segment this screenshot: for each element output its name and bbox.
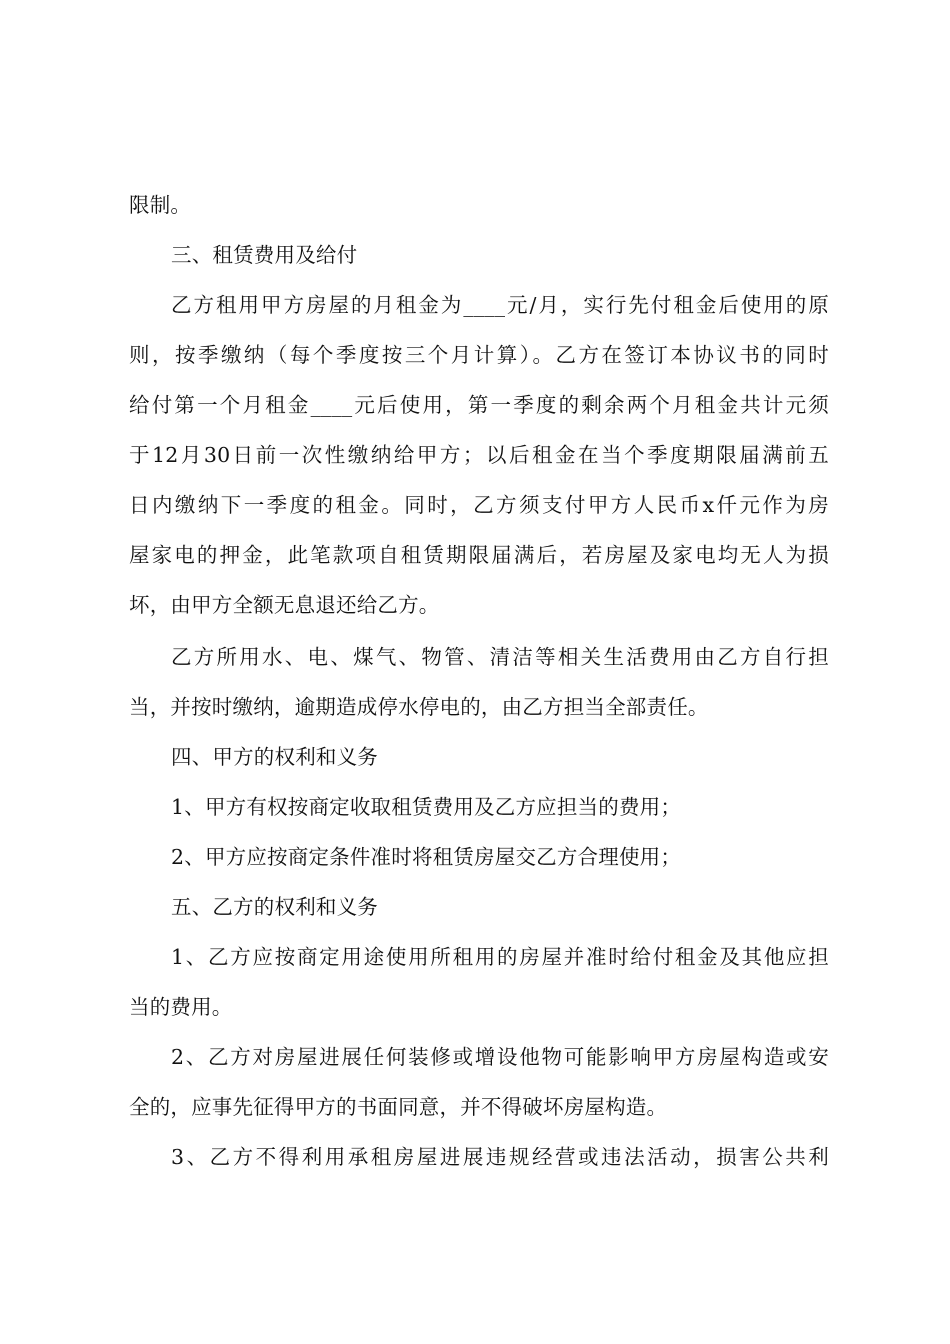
text-line: 当，并按时缴纳，逾期造成停水停电的，由乙方担当全部责任。 (129, 695, 709, 719)
list-item: 3、乙方不得利用承租房屋进展违规经营或违法活动，损害公共利 (171, 1145, 829, 1169)
text-line: 坏，由甲方全额无息退还给乙方。 (129, 593, 440, 617)
text-line: 给付第一个月租金____元后使用，第一季度的剩余两个月租金共计元须 (129, 393, 829, 417)
section-heading: 三、租赁费用及给付 (171, 243, 358, 267)
text-line: 乙方所用水、电、煤气、物管、清洁等相关生活费用由乙方自行担 (171, 645, 829, 669)
list-item: 2、乙方对房屋进展任何装修或增设他物可能影响甲方房屋构造或安 (171, 1045, 829, 1069)
text-line: 于12月30日前一次性缴纳给甲方；以后租金在当个季度期限届满前五 (129, 443, 829, 467)
text-line: 全的，应事先征得甲方的书面同意，并不得破坏房屋构造。 (129, 1095, 668, 1119)
text-line: 日内缴纳下一季度的租金。同时，乙方须支付甲方人民币x仟元作为房 (129, 493, 829, 517)
text-line: 则，按季缴纳（每个季度按三个月计算）。乙方在签订本协议书的同时 (129, 343, 829, 367)
text-line: 当的费用。 (129, 995, 233, 1019)
section-heading: 五、乙方的权利和义务 (171, 895, 378, 919)
text-line: 限制。 (129, 193, 192, 217)
list-item: 1、甲方有权按商定收取租赁费用及乙方应担当的费用； (171, 795, 682, 819)
list-item: 1、乙方应按商定用途使用所租用的房屋并准时给付租金及其他应担 (171, 945, 829, 969)
text-line: 屋家电的押金，此笔款项自租赁期限届满后，若房屋及家电均无人为损 (129, 543, 829, 567)
section-heading: 四、甲方的权利和义务 (171, 745, 378, 769)
text-line: 乙方租用甲方房屋的月租金为____元/月，实行先付租金后使用的原 (171, 293, 829, 317)
list-item: 2、甲方应按商定条件准时将租赁房屋交乙方合理使用； (171, 845, 682, 869)
